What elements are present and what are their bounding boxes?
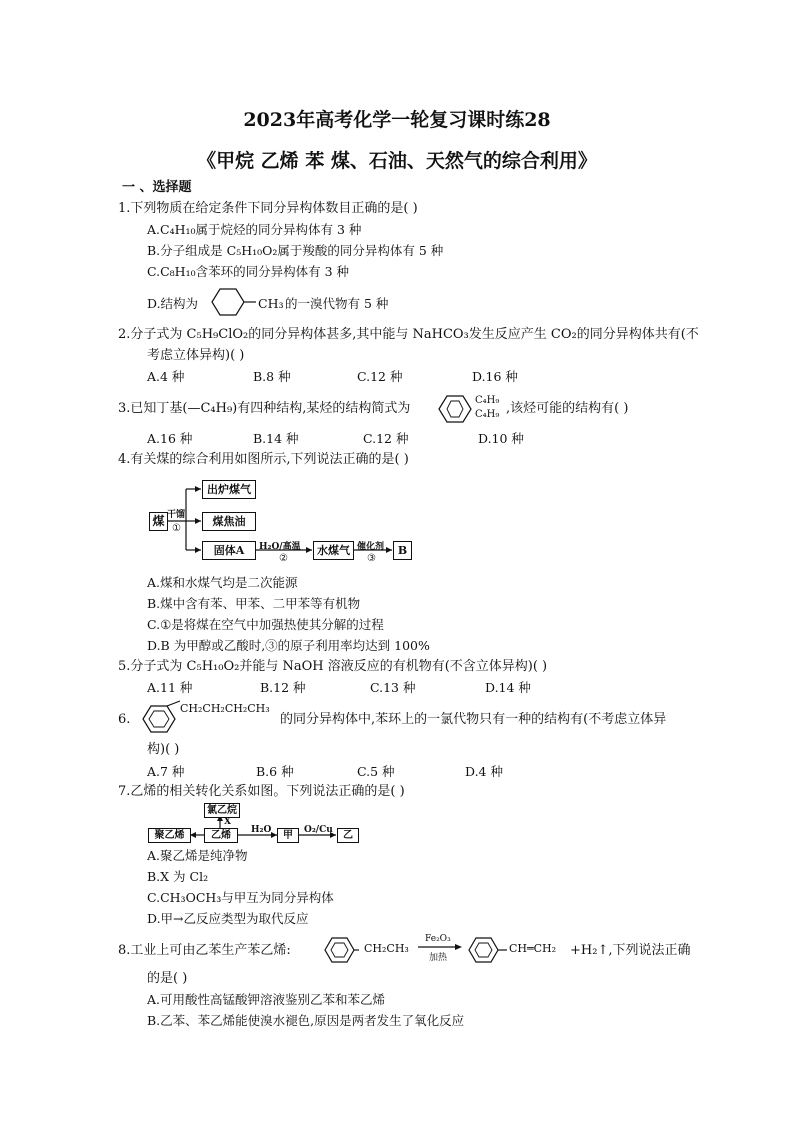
step-1-marker: ① — [172, 523, 181, 534]
solid-a-box: 固体A — [202, 541, 256, 560]
polyethylene-box: 聚乙烯 — [148, 828, 191, 843]
heat-label: 加热 — [429, 953, 448, 963]
ethylene-box: 乙烯 — [204, 828, 238, 843]
q2-stem-line1: 2.分子式为 C₅H₉ClO₂的同分异构体甚多,其中能与 NaHCO₃发生反应产生 CO₂的同分异构体共有(不 — [118, 327, 699, 342]
q3-stem-prefix: 3.已知丁基(—C₄H₉)有四种结构,某烃的结构简式为 — [118, 401, 411, 416]
h2o-high-temp-label: H₂O/高温 — [259, 542, 301, 552]
q8-stem-suffix: +H₂↑,下列说法正确 — [570, 943, 691, 958]
q6-option-b: B.6 种 — [256, 764, 294, 779]
h2o-label: H₂O — [251, 825, 272, 835]
q6-option-c: C.5 种 — [357, 764, 395, 779]
fe2o3-label: Fe₂O₃ — [425, 934, 451, 944]
q8-stem-prefix: 8.工业上可由乙苯生产苯乙烯: — [118, 943, 291, 958]
q2-stem-line2: 考虑立体异构)( ) — [147, 348, 245, 363]
ethyl-group: CH₂CH₃ — [364, 942, 409, 955]
q4-stem: 4.有关煤的综合利用如图所示,下列说法正确的是( ) — [118, 452, 409, 467]
o2-cu-label: O₂/Cu — [304, 825, 333, 835]
q1-option-c: C.C₈H₁₀含苯环的同分异构体有 3 种 — [147, 264, 349, 279]
q6-stem-line1: 的同分异构体中,苯环上的一氯代物只有一种的结构有(不考虑立体异 — [280, 712, 667, 727]
q4-option-d: D.B 为甲醇或乙酸时,③的原子利用率均达到 100% — [147, 638, 430, 653]
q2-option-a: A.4 种 — [147, 369, 185, 384]
q1-d-ch3: CH₃ — [258, 296, 284, 311]
coal-box: 煤 — [149, 512, 168, 531]
section-heading: 一 、选择题 — [122, 180, 192, 195]
x-label: X — [224, 817, 231, 827]
q5-option-a: A.11 种 — [147, 680, 193, 695]
q1-option-d-suffix: 的一溴代物有 5 种 — [285, 296, 389, 311]
product-b-box: B — [393, 541, 412, 560]
q4-option-a: A.煤和水煤气均是二次能源 — [147, 575, 298, 590]
q1-option-b: B.分子组成是 C₅H₁₀O₂属于羧酸的同分异构体有 5 种 — [147, 243, 444, 258]
q5-option-c: C.13 种 — [370, 680, 416, 695]
vinyl-group: CH═CH₂ — [509, 942, 557, 955]
q3-option-a: A.16 种 — [147, 431, 193, 446]
q1-stem: 1.下列物质在给定条件下同分异构体数目正确的是( ) — [118, 201, 418, 216]
styrene-structure — [467, 934, 507, 966]
q2-option-d: D.16 种 — [472, 369, 518, 384]
q2-option-b: B.8 种 — [253, 369, 291, 384]
q5-stem: 5.分子式为 C₅H₁₀O₂并能与 NaOH 溶液反应的有机物有(不含立体异构)( ) — [118, 659, 548, 674]
q1-option-a: A.C₄H₁₀属于烷烃的同分异构体有 3 种 — [147, 222, 362, 237]
q6-number: 6. — [118, 712, 131, 727]
page-title: 2023年高考化学一轮复习课时练28 — [243, 109, 551, 131]
q5-option-b: B.12 种 — [260, 680, 306, 695]
q6-option-d: D.4 种 — [465, 764, 503, 779]
q3-option-c: C.12 种 — [363, 431, 409, 446]
q3-sub-lower: C₄H₉ — [475, 409, 500, 420]
q8-stem-line2: 的是( ) — [147, 971, 188, 986]
q3-option-d: D.10 种 — [478, 431, 524, 446]
q8-option-a: A.可用酸性高锰酸钾溶液鉴别乙苯和苯乙烯 — [147, 992, 386, 1007]
butyl-chain: CH₂CH₂CH₂CH₃ — [180, 702, 270, 715]
compound-jia-box: 甲 — [277, 828, 299, 843]
catalyst-label: 催化剂 — [357, 542, 385, 552]
step-3-marker: ③ — [367, 553, 376, 564]
q7-option-d: D.甲→乙反应类型为取代反应 — [147, 911, 309, 926]
page-subtitle: 《甲烷 乙烯 苯 煤、石油、天然气的综合利用》 — [197, 150, 597, 172]
q7-option-c: C.CH₃OCH₃与甲互为同分异构体 — [147, 890, 334, 905]
q3-sub-upper: C₄H₉ — [475, 395, 500, 406]
q6-stem-line2: 构)( ) — [147, 742, 180, 757]
chloroethane-box: 氯乙烷 — [204, 803, 240, 818]
q3-stem-suffix: ,该烃可能的结构有( ) — [506, 401, 629, 416]
q3-option-b: B.14 种 — [253, 431, 299, 446]
q4-option-c: C.①是将煤在空气中加强热使其分解的过程 — [147, 617, 384, 632]
dry-distillation-label: 干馏 — [167, 510, 186, 520]
q4-option-b: B.煤中含有苯、甲苯、二甲苯等有机物 — [147, 596, 361, 611]
q6-option-a: A.7 种 — [147, 764, 185, 779]
q2-option-c: C.12 种 — [357, 369, 403, 384]
q1-option-d-prefix: D.结构为 — [147, 296, 199, 311]
furnace-gas-box: 出炉煤气 — [202, 480, 256, 499]
q7-option-b: B.X 为 Cl₂ — [147, 869, 209, 884]
q7-stem: 7.乙烯的相关转化关系如图。下列说法正确的是( ) — [118, 784, 405, 799]
q8-option-b: B.乙苯、苯乙烯能使溴水褪色,原因是两者发生了氧化反应 — [147, 1013, 465, 1028]
step-2-marker: ② — [279, 553, 288, 564]
coal-tar-box: 煤焦油 — [202, 512, 256, 531]
compound-yi-box: 乙 — [337, 828, 359, 843]
water-gas-box: 水煤气 — [313, 541, 354, 560]
q5-option-d: D.14 种 — [485, 680, 531, 695]
q7-option-a: A.聚乙烯是纯净物 — [147, 848, 248, 863]
